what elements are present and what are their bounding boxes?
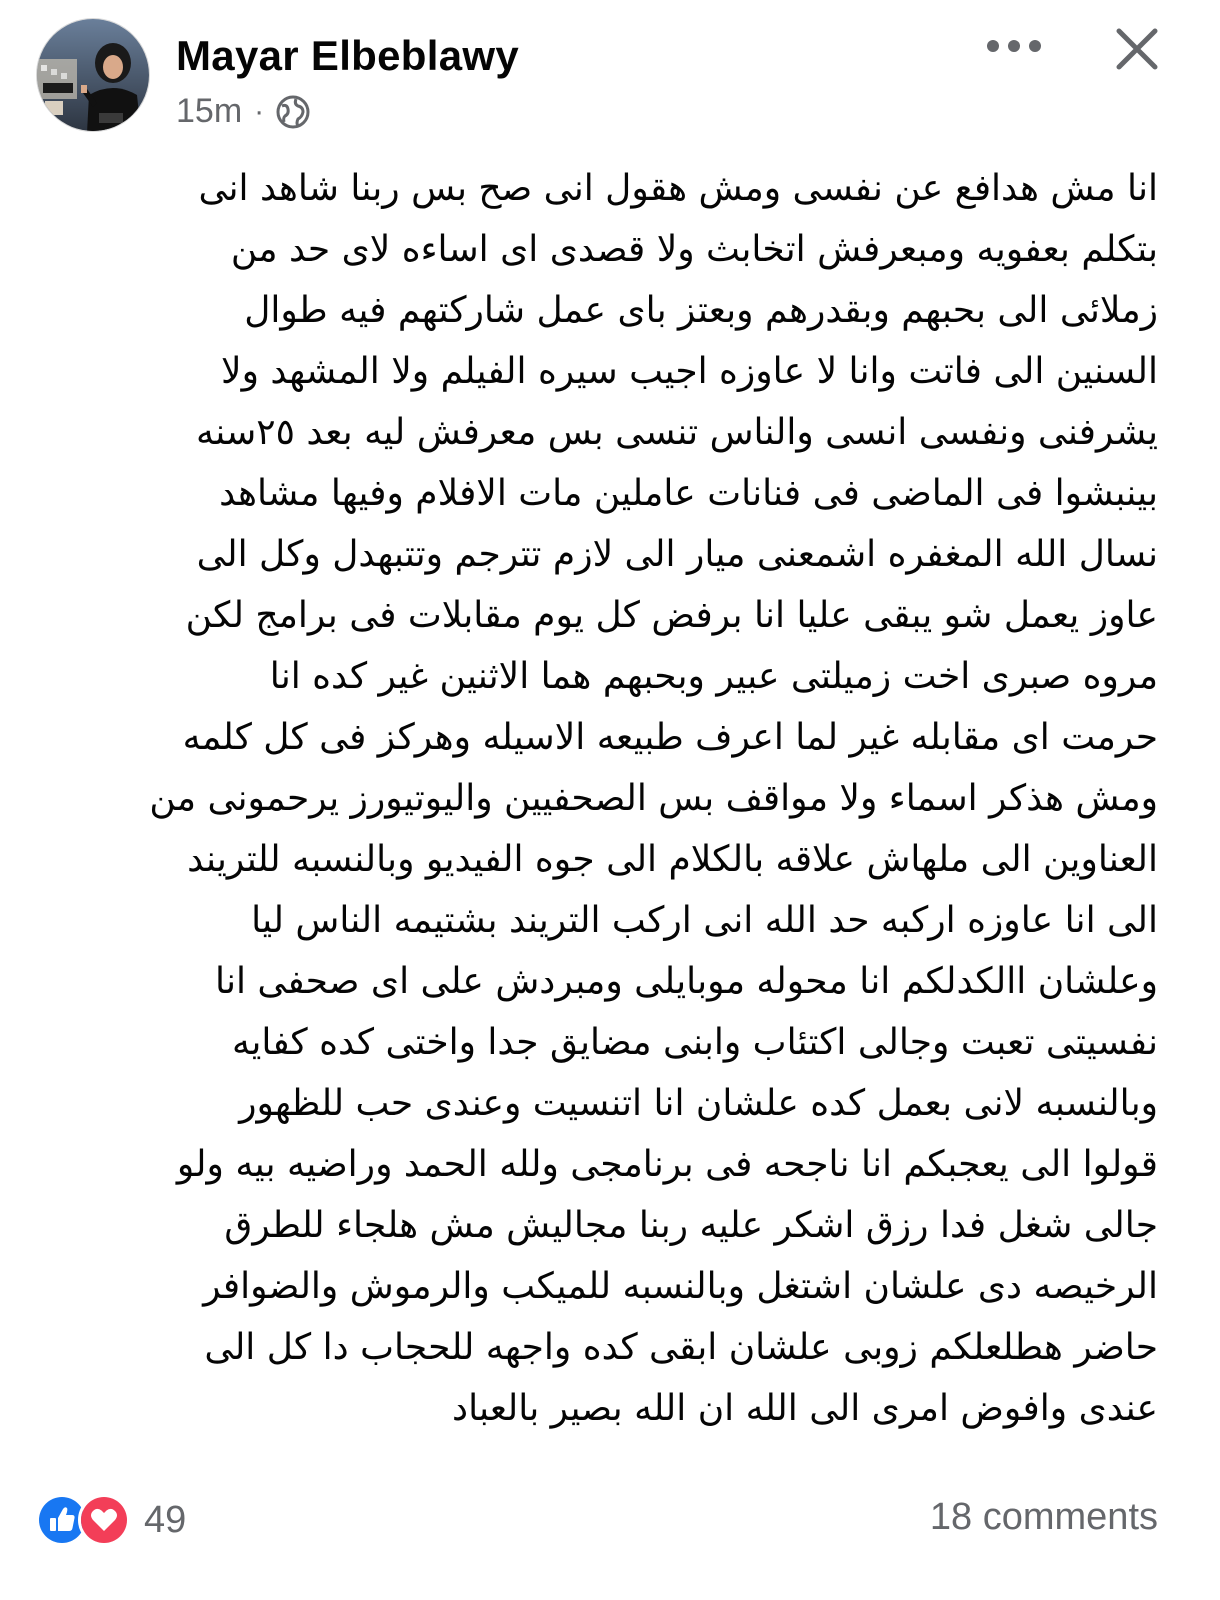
close-button[interactable] <box>1110 22 1164 76</box>
comments-count-link[interactable]: 18 comments <box>929 1496 1158 1538</box>
post-text-line: جالى شغل فدا رزق اشكر عليه ربنا مجاليش مش هلجاء للطرق <box>224 1205 1158 1246</box>
post-text-line: العناوين الى ملهاش علاقه بالكلام الى جوه الفيديو وبالنسبه للتريند <box>187 839 1158 880</box>
post-text-line: السنين الى فاتت وانا لا عاوزه اجيب سيره الفيلم ولا المشهد ولا <box>221 351 1158 392</box>
author-name[interactable]: Mayar Elbeblawy <box>176 32 519 79</box>
post-text-line: عندى وافوض امرى الى الله ان الله بصير بالعباد <box>452 1388 1158 1429</box>
post-text-line: الى انا عاوزه اركبه حد الله انى اركب التريند بشتيمه الناس ليا <box>251 900 1158 941</box>
post-meta <box>176 92 310 131</box>
author-avatar[interactable] <box>36 18 150 132</box>
post-text-line: زملائى الى بحبهم وبقدرهم وبعتز باى عمل شاركتهم فيه طوال <box>244 290 1158 331</box>
globe-icon[interactable] <box>276 95 310 129</box>
more-options-button[interactable] <box>978 28 1050 64</box>
reactions-summary[interactable] <box>36 1494 186 1546</box>
meta-separator: · <box>254 94 265 128</box>
post-timestamp[interactable]: 15m <box>176 92 243 130</box>
post-text-line: ومش هذكر اسماء ولا مواقف بس الصحفيين واليوتيورز يرحمونى من <box>149 778 1158 819</box>
post-text-line: حرمت اى مقابله غير لما اعرف طبيعه الاسيله وهركز فى كل كلمه <box>182 717 1158 758</box>
post-text-line: وعلشان االكدلكم انا محوله موبايلى ومبردش على اى صحفى انا <box>214 961 1158 1002</box>
post-text-line: عاوز يعمل شو يبقى عليا انا برفض كل يوم مقابلات فى برامج لكن <box>185 595 1158 636</box>
profile-photo-icon <box>37 19 150 132</box>
more-horizontal-icon <box>986 39 1042 53</box>
love-icon <box>78 1494 130 1546</box>
post-text-line: الرخيصه دى علشان اشتغل وبالنسبه للميكب والرموش والضوافر <box>203 1266 1158 1307</box>
post-text-line: وبالنسبه لانى بعمل كده علشان انا اتنسيت وعندى حب للظهور <box>239 1083 1158 1124</box>
post-text-line: مروه صبرى اخت زميلتى عبير وبحبهم هما الاثنين غير كده انا <box>269 656 1158 697</box>
close-icon <box>1113 25 1161 73</box>
post-text-line: بينبشوا فى الماضى فى فنانات عاملين مات الافلام وفيها مشاهد <box>219 473 1158 514</box>
post-text-line: حاضر هطلعلكم زوبى علشان ابقى كده واجهه للحجاب دا كل الى <box>204 1327 1158 1368</box>
post-text-line: قولوا الى يعجبكم انا ناجحه فى برنامجى ولله الحمد وراضيه بيه ولو <box>176 1144 1158 1185</box>
reaction-count: 49 <box>144 1498 187 1541</box>
post-text-line: بتكلم بعفويه ومبعرفش اتخابث ولا قصدى اى اساءه لاى حد من <box>230 229 1158 270</box>
post-text-line: نسال الله المغفره اشمعنى ميار الى لازم تترجم وتتبهدل وكل الى <box>196 534 1158 575</box>
post-text-line: نفسيتى تعبت وجالى اكتئاب وابنى مضايق جدا واختى كده كفايه <box>232 1022 1158 1063</box>
post-text-line: انا مش هدافع عن نفسى ومش هقول انى صح بس ربنا شاهد انى <box>198 168 1158 209</box>
post-text <box>18 158 1158 1439</box>
post-text-line: يشرفنى ونفسى انسى والناس تنسى بس معرفش ليه بعد ٢٥سنه <box>195 412 1158 453</box>
